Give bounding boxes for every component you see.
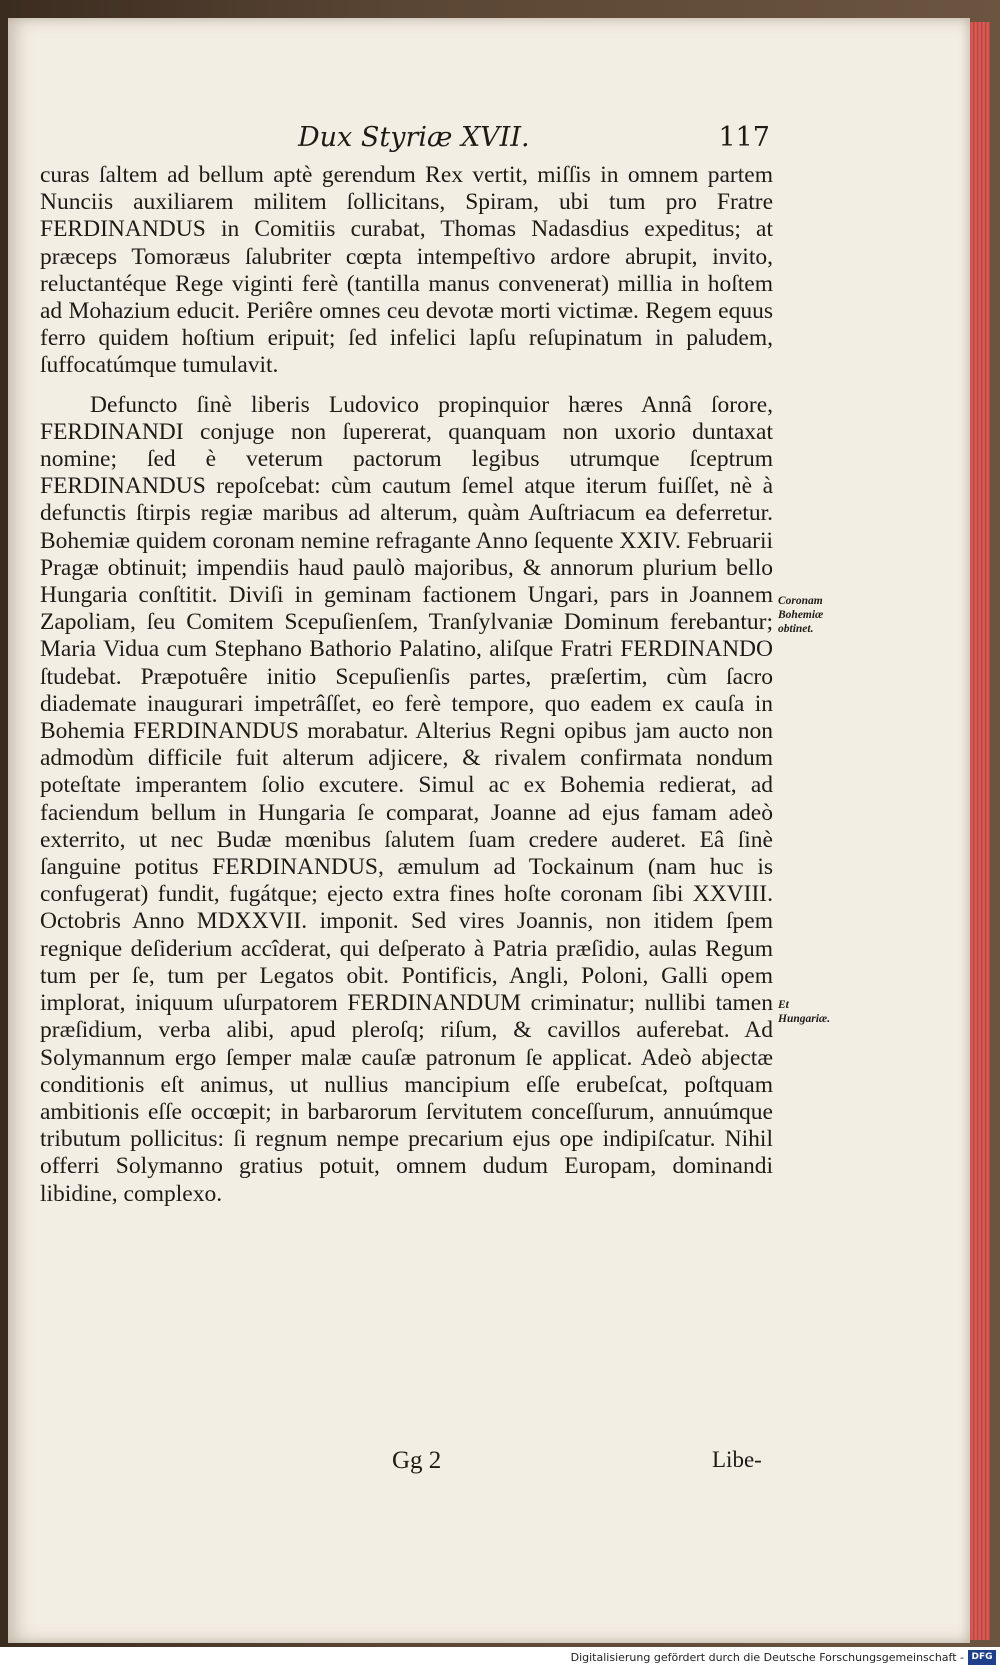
page-edge <box>970 22 990 1640</box>
page-header <box>48 122 770 162</box>
margin-note-hungariae: Et Hungariæ. <box>778 999 831 1025</box>
catchword: Libe- <box>712 1447 762 1472</box>
margin-note-coronam: Coronam Bohemiæ obtinet. <box>778 595 824 635</box>
dfg-logo: DFG <box>968 1650 996 1665</box>
signature-mark: Gg 2 <box>392 1447 442 1474</box>
paragraph-2: Defuncto ſinè liberis Ludovico propinquior hæres Annâ ſorore, FERDINANDI conjuge non ſupererat, quanquam non uxorio duntaxat nomine; ſed è veterum pactorum legibus utrumque ſceptrum FERDINANDUS repoſcebat: cùm cautum ſemel atque iterum fuiſſet, nè à defunctis ſtirpis regiæ maribus ad alterum, quàm Auſtriacum ea deferretur. Bohemiæ quidem coronam nemine refragante Anno ſequente XXIV. Februarii Pragæ obtinuit; impendiis haud paulò majoribus, & annorum plurium bello Hungaria conſtitit. Diviſi in geminam factionem Ungari, pars in Joannem Zapoliam, ſeu Comitem Scepuſienſem, Tranſylvaniæ Dominum ferebantur; Maria Vidua cum Stephano Bathorio Palatino, aliſque Fratri FERDINANDO ſtudebat. Præpotuêre initio Scepuſienſis partes, præſertim, cùm ſacro diademate inaugurari impetrâſſet, eo ferè tempore, quo eadem ex cauſa in Bohemia FERDINANDUS morabatur. Alterius Regni opibus jam aucto non admodùm difficile fuit alterum adjicere, & rivalem confirmata nondum poteſtate imperantem ſolio excutere. Simul ac ex Bohemia redierat, ad faciendum bellum in Hungaria ſe comparat, Joanne ad ejus famam adeò exterrito, ut nec Budæ mœnibus ſalutem ſuam credere auderet. Eâ ſinè ſanguine potitus FERDINANDUS, æmulum ad Tockainum (nam huc is confugerat) fundit, fugátque; ejecto extra fines hoſte coronam ſibi XXVIII. Octobris Anno MDXXVII. imponit. Sed vires Joannis, non itidem ſpem regnique deſiderium accîderat, qui deſperato à Patria præſidio, aulas Regum tum per ſe, tum per Legatos obit. Pontificis, Angli, Poloni, Galli opem implorat, iniquum uſurpatorem FERDINANDUM criminatur; nullibi tamen præſidium, verba alibi, apud pleroſq; riſum, & cavillos auferebat. Ad Solymannum ergo ſemper malæ cauſæ patronum ſe applicat. Adeò abjectæ conditionis eſt animus, ut nullius mancipium eſſe erubeſcat, poſtquam ambitionis eſſe occœpit; in barbarorum ſervitutem conceſſurum, annuúmque tributum pollicitus: ſi regnum nempe precarium ejus ope indipiſcatur. Nihil offerri Solymanno gratius potuit, omnem dudum Europam, dominandi libidine, complexo. <box>40 391 773 1207</box>
main-text <box>40 162 773 1208</box>
running-head: Dux Styriæ XVII. <box>298 122 530 153</box>
funding-footer <box>0 1647 1000 1669</box>
paragraph-1: curas ſaltem ad bellum aptè gerendum Rex vertit, miſſis in omnem partem Nunciis auxiliarem militem ſollicitans, Spiram, ubi tum pro Fratre FERDINANDUS in Comitiis curabat, Thomas Nadasdius expeditus; at præceps Tomoræus ſalubriter cœpta intempeſtivo ardore abrupit, invito, reluctantéque Rege viginti ferè (tantilla manus convenerat) millia in hoſtem ad Mohazium educit. Periêre omnes ceu devotæ morti victimæ. Regem equus ferro quidem hoſtium eripuit; ſed infelici lapſu reſupinatum in paludem, ſuffocatúmque tumulavit. <box>40 162 773 379</box>
page-number: 117 <box>718 122 770 153</box>
funding-text: Digitalisierung gefördert durch die Deutsche Forschungsgemeinschaft - <box>570 1651 964 1664</box>
